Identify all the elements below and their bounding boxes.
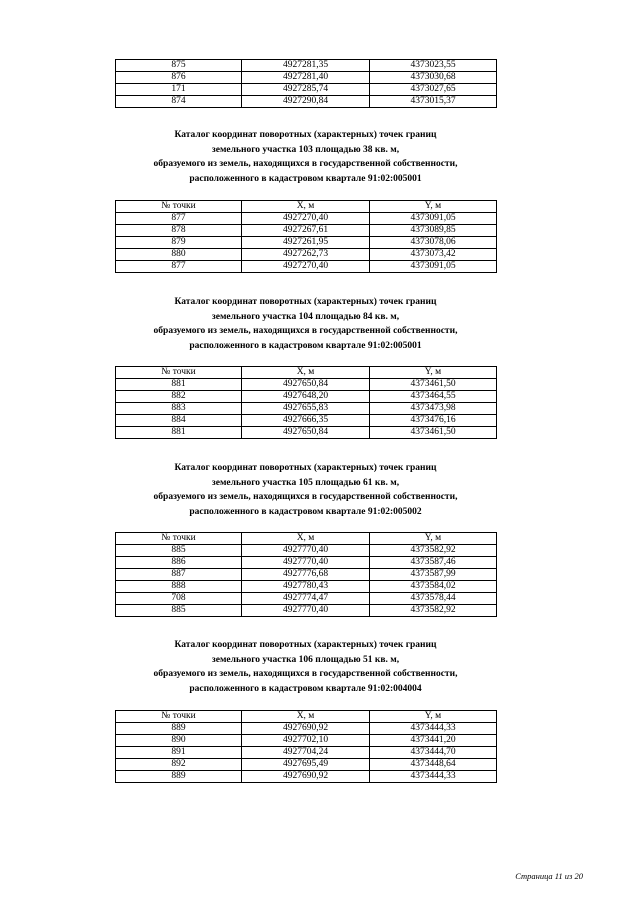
x-header: X, м (242, 201, 370, 213)
point-number-cell: 171 (116, 84, 242, 96)
table-header-row (116, 201, 497, 213)
point-number-cell: 875 (116, 60, 242, 72)
page-number: Страница 11 из 20 (515, 871, 583, 881)
catalog-heading-line: Каталог координат поворотных (характерных) точек границ (174, 130, 437, 140)
catalog-heading-line: расположенного в кадастровом квартале 91:02:004004 (189, 683, 422, 694)
table-row (116, 569, 497, 581)
point-number-cell: 881 (116, 427, 242, 439)
x-coordinate-cell: 4927690,92 (242, 723, 370, 735)
table-row (116, 605, 497, 617)
x-coordinate-cell: 4927270,40 (242, 261, 370, 273)
y-coordinate-cell: 4373587,46 (370, 557, 497, 569)
x-coordinate-cell: 4927650,84 (242, 427, 370, 439)
point-number-cell: 892 (116, 759, 242, 771)
catalog-heading-line: Каталог координат поворотных (характерных) точек границ (174, 463, 437, 473)
point-number-cell: 879 (116, 237, 242, 249)
point-number-cell: 881 (116, 379, 242, 391)
y-header: Y, м (370, 533, 497, 545)
x-coordinate-cell: 4927704,24 (242, 747, 370, 759)
y-coordinate-cell: 4373584,02 (370, 581, 497, 593)
y-coordinate-cell: 4373091,05 (370, 213, 497, 225)
table-row (116, 213, 497, 225)
y-coordinate-cell: 4373444,33 (370, 771, 497, 783)
y-coordinate-cell: 4373015,37 (370, 96, 497, 108)
catalog-heading-line: земельного участка 103 площадью 38 кв. м, (211, 144, 400, 155)
y-coordinate-cell: 4373448,64 (370, 759, 497, 771)
y-header: Y, м (370, 711, 497, 723)
point-number-cell: 708 (116, 593, 242, 605)
point-number-cell: 890 (116, 735, 242, 747)
point-number-header: № точки (116, 711, 242, 723)
x-coordinate-cell: 4927281,35 (242, 60, 370, 72)
catalog-heading-line: образуемого из земель, находящихся в государственной собственности, (153, 159, 458, 169)
point-number-cell: 887 (116, 569, 242, 581)
x-coordinate-cell: 4927776,68 (242, 569, 370, 581)
table-row (116, 261, 497, 273)
table-row (116, 593, 497, 605)
table-row (116, 379, 497, 391)
table-row (116, 759, 497, 771)
y-header: Y, м (370, 367, 497, 379)
y-coordinate-cell: 4373089,85 (370, 225, 497, 237)
table-row (116, 225, 497, 237)
table-row (116, 72, 497, 84)
x-coordinate-cell: 4927648,20 (242, 391, 370, 403)
coordinates-table (115, 366, 497, 439)
y-coordinate-cell: 4373027,65 (370, 84, 497, 96)
y-coordinate-cell: 4373078,06 (370, 237, 497, 249)
catalog-heading-line: расположенного в кадастровом квартале 91:02:005001 (189, 340, 422, 351)
catalog-heading-line: образуемого из земель, находящихся в государственной собственности, (153, 492, 458, 502)
coordinates-table (115, 59, 497, 108)
point-number-cell: 882 (116, 391, 242, 403)
y-coordinate-cell: 4373073,42 (370, 249, 497, 261)
table-row (116, 427, 497, 439)
point-number-cell: 877 (116, 213, 242, 225)
x-coordinate-cell: 4927267,61 (242, 225, 370, 237)
x-coordinate-cell: 4927770,40 (242, 545, 370, 557)
point-number-cell: 874 (116, 96, 242, 108)
table-header-row (116, 711, 497, 723)
table-header-row (116, 367, 497, 379)
point-number-cell: 891 (116, 747, 242, 759)
catalog-heading-line: земельного участка 104 площадью 84 кв. м, (211, 311, 400, 322)
y-header: Y, м (370, 201, 497, 213)
x-header: X, м (242, 367, 370, 379)
catalog-heading-line: Каталог координат поворотных (характерных) точек границ (174, 297, 437, 307)
table-row (116, 557, 497, 569)
point-number-cell: 876 (116, 72, 242, 84)
catalog-heading (100, 638, 511, 696)
table-row (116, 391, 497, 403)
y-coordinate-cell: 4373587,99 (370, 569, 497, 581)
catalog-heading-line: земельного участка 105 площадью 61 кв. м, (211, 477, 400, 488)
point-number-header: № точки (116, 533, 242, 545)
point-number-cell: 883 (116, 403, 242, 415)
table-row (116, 735, 497, 747)
table-row (116, 747, 497, 759)
coordinates-table (115, 710, 497, 783)
catalog-heading (100, 295, 511, 353)
point-number-cell: 889 (116, 771, 242, 783)
y-coordinate-cell: 4373444,70 (370, 747, 497, 759)
x-header: X, м (242, 711, 370, 723)
table-row (116, 771, 497, 783)
table-row (116, 249, 497, 261)
coordinates-table (115, 532, 497, 617)
point-number-cell: 885 (116, 545, 242, 557)
x-coordinate-cell: 4927695,49 (242, 759, 370, 771)
y-coordinate-cell: 4373578,44 (370, 593, 497, 605)
table-header-row (116, 533, 497, 545)
point-number-cell: 880 (116, 249, 242, 261)
catalog-heading-line: расположенного в кадастровом квартале 91:02:005002 (189, 506, 422, 517)
y-coordinate-cell: 4373023,55 (370, 60, 497, 72)
y-coordinate-cell: 4373461,50 (370, 379, 497, 391)
point-number-cell: 889 (116, 723, 242, 735)
x-coordinate-cell: 4927650,84 (242, 379, 370, 391)
y-coordinate-cell: 4373461,50 (370, 427, 497, 439)
y-coordinate-cell: 4373091,05 (370, 261, 497, 273)
table-row (116, 723, 497, 735)
x-coordinate-cell: 4927690,92 (242, 771, 370, 783)
point-number-cell: 877 (116, 261, 242, 273)
table-row (116, 60, 497, 72)
x-coordinate-cell: 4927261,95 (242, 237, 370, 249)
y-coordinate-cell: 4373464,55 (370, 391, 497, 403)
point-number-header: № точки (116, 201, 242, 213)
catalog-heading-line: Каталог координат поворотных (характерных) точек границ (174, 640, 437, 650)
catalog-heading-line: образуемого из земель, находящихся в государственной собственности, (153, 326, 458, 336)
y-coordinate-cell: 4373030,68 (370, 72, 497, 84)
coordinates-table (115, 200, 497, 273)
table-row (116, 237, 497, 249)
table-row (116, 415, 497, 427)
x-coordinate-cell: 4927774,47 (242, 593, 370, 605)
point-number-cell: 885 (116, 605, 242, 617)
x-coordinate-cell: 4927702,10 (242, 735, 370, 747)
point-number-cell: 888 (116, 581, 242, 593)
x-coordinate-cell: 4927290,84 (242, 96, 370, 108)
table-row (116, 403, 497, 415)
table-row (116, 545, 497, 557)
point-number-cell: 878 (116, 225, 242, 237)
x-coordinate-cell: 4927281,40 (242, 72, 370, 84)
point-number-cell: 886 (116, 557, 242, 569)
table-row (116, 96, 497, 108)
x-coordinate-cell: 4927655,83 (242, 403, 370, 415)
x-coordinate-cell: 4927770,40 (242, 557, 370, 569)
y-coordinate-cell: 4373582,92 (370, 545, 497, 557)
x-header: X, м (242, 533, 370, 545)
point-number-header: № точки (116, 367, 242, 379)
y-coordinate-cell: 4373473,98 (370, 403, 497, 415)
y-coordinate-cell: 4373582,92 (370, 605, 497, 617)
catalog-heading-line: земельного участка 106 площадью 51 кв. м, (211, 654, 400, 665)
catalog-heading-line: образуемого из земель, находящихся в государственной собственности, (153, 669, 458, 679)
table-row (116, 581, 497, 593)
x-coordinate-cell: 4927262,73 (242, 249, 370, 261)
catalog-heading (100, 461, 511, 519)
y-coordinate-cell: 4373441,20 (370, 735, 497, 747)
x-coordinate-cell: 4927270,40 (242, 213, 370, 225)
x-coordinate-cell: 4927770,40 (242, 605, 370, 617)
catalog-heading (100, 128, 511, 186)
point-number-cell: 884 (116, 415, 242, 427)
y-coordinate-cell: 4373476,16 (370, 415, 497, 427)
x-coordinate-cell: 4927780,43 (242, 581, 370, 593)
table-row (116, 84, 497, 96)
y-coordinate-cell: 4373444,33 (370, 723, 497, 735)
x-coordinate-cell: 4927285,74 (242, 84, 370, 96)
catalog-heading-line: расположенного в кадастровом квартале 91:02:005001 (189, 173, 422, 184)
x-coordinate-cell: 4927666,35 (242, 415, 370, 427)
